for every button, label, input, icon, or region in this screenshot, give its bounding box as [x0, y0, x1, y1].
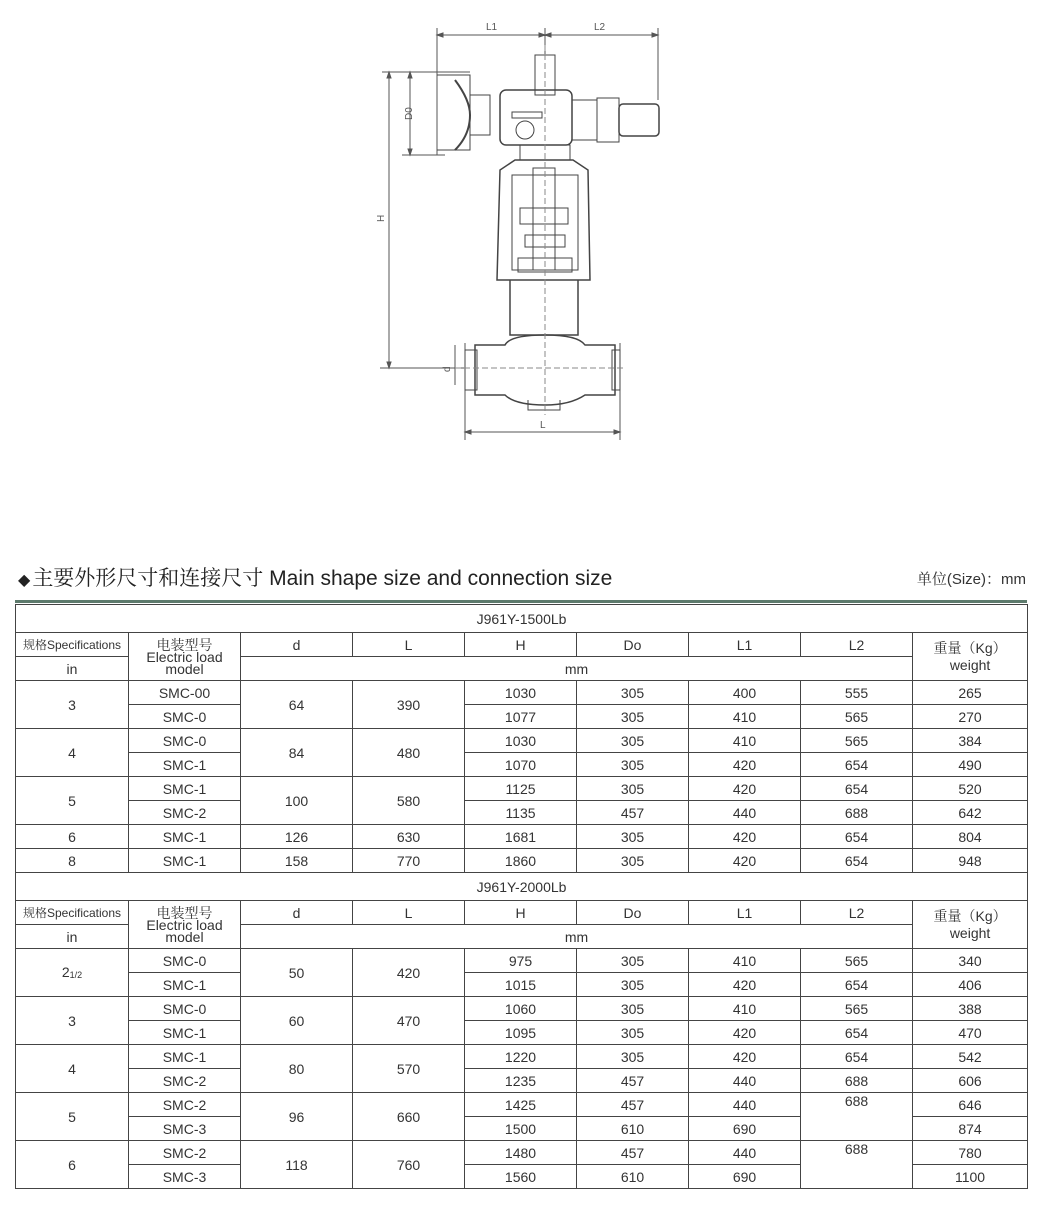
do-cell: 305	[577, 705, 689, 729]
d-cell: 84	[241, 729, 353, 777]
l1-cell: 690	[689, 1165, 801, 1189]
h-cell: 1235	[465, 1069, 577, 1093]
spec-cell	[16, 1141, 129, 1189]
spec-cell	[16, 729, 129, 777]
h-cell: 1560	[465, 1165, 577, 1189]
l2-cell: 555	[801, 681, 913, 705]
dim-l2-label: L2	[594, 22, 606, 33]
weight-cell: 406	[913, 973, 1028, 997]
model-series-title: J961Y-1500Lb	[16, 605, 1028, 633]
table-row	[16, 1069, 1028, 1093]
model-cell: SMC-1	[129, 973, 241, 997]
l1-cell: 400	[689, 681, 801, 705]
model-cell: SMC-2	[129, 1141, 241, 1165]
heading-rule	[15, 600, 1027, 603]
l1-cell: 440	[689, 1093, 801, 1117]
l1-cell: 690	[689, 1117, 801, 1141]
h-cell: 1125	[465, 777, 577, 801]
do-cell: 305	[577, 777, 689, 801]
model-cell: SMC-3	[129, 1165, 241, 1189]
h-cell: 1480	[465, 1141, 577, 1165]
model-cell: SMC-00	[129, 681, 241, 705]
do-cell: 457	[577, 1141, 689, 1165]
spec-cell	[16, 849, 129, 873]
l2-cell: 654	[801, 1045, 913, 1069]
spec-cell	[16, 825, 129, 849]
header-l2: L2	[801, 901, 913, 925]
model-series-title: J961Y-2000Lb	[16, 873, 1028, 901]
weight-cell: 646	[913, 1093, 1028, 1117]
valve-drawing	[360, 15, 680, 445]
table-row	[16, 949, 1028, 973]
header-model	[129, 633, 241, 681]
d-cell: 158	[241, 849, 353, 873]
header-l: L	[353, 901, 465, 925]
table-row	[16, 1021, 1028, 1045]
weight-cell: 606	[913, 1069, 1028, 1093]
l2-cell: 565	[801, 705, 913, 729]
weight-cell: 384	[913, 729, 1028, 753]
header-row	[16, 633, 1028, 657]
l2-cell: 688	[801, 1093, 913, 1141]
l-cell: 420	[353, 949, 465, 997]
table-row	[16, 705, 1028, 729]
table-row	[16, 1141, 1028, 1165]
header-l1: L1	[689, 901, 801, 925]
d-cell: 80	[241, 1045, 353, 1093]
header-model-line: 电装型号	[156, 904, 213, 921]
d-cell: 50	[241, 949, 353, 997]
model-cell: SMC-2	[129, 1093, 241, 1117]
l2-cell: 565	[801, 997, 913, 1021]
l2-cell: 565	[801, 729, 913, 753]
l1-cell: 420	[689, 1021, 801, 1045]
spec-value: 8	[68, 852, 76, 869]
d-cell: 100	[241, 777, 353, 825]
spec-cell	[16, 1093, 129, 1141]
model-cell: SMC-1	[129, 825, 241, 849]
h-cell: 1500	[465, 1117, 577, 1141]
do-cell: 457	[577, 801, 689, 825]
do-cell: 305	[577, 753, 689, 777]
weight-cell: 388	[913, 997, 1028, 1021]
table-row	[16, 681, 1028, 705]
header-do: Do	[577, 633, 689, 657]
l2-cell: 654	[801, 825, 913, 849]
d-cell: 126	[241, 825, 353, 849]
weight-cell: 780	[913, 1141, 1028, 1165]
spec-value: 3	[68, 1012, 76, 1029]
l1-cell: 420	[689, 825, 801, 849]
l-cell: 760	[353, 1141, 465, 1189]
dim-h-label: H	[376, 214, 387, 222]
spec-cell	[16, 777, 129, 825]
header-model-line: model	[165, 660, 204, 677]
h-cell: 1681	[465, 825, 577, 849]
table-row	[16, 729, 1028, 753]
model-cell: SMC-1	[129, 753, 241, 777]
spec-value: 6	[68, 828, 76, 845]
dim-l1-label: L1	[486, 22, 498, 33]
weight-cell: 804	[913, 825, 1028, 849]
header-model-line: Electric load	[146, 648, 223, 665]
header-row	[16, 901, 1028, 925]
do-cell: 305	[577, 825, 689, 849]
spec-value: 2	[61, 963, 70, 980]
header-weight	[913, 901, 1028, 949]
section-title-row	[16, 873, 1028, 901]
weight-cell: 948	[913, 849, 1028, 873]
do-cell: 305	[577, 949, 689, 973]
l1-cell: 420	[689, 1045, 801, 1069]
table-row	[16, 825, 1028, 849]
header-weight	[913, 633, 1028, 681]
spec-table	[15, 604, 1028, 1189]
do-cell: 305	[577, 973, 689, 997]
l2-cell: 688	[801, 1141, 913, 1189]
l-cell: 390	[353, 681, 465, 729]
header-weight-line: weight	[949, 924, 991, 941]
l1-cell: 420	[689, 973, 801, 997]
header-l: L	[353, 633, 465, 657]
l-cell: 770	[353, 849, 465, 873]
l1-cell: 420	[689, 777, 801, 801]
h-cell: 1015	[465, 973, 577, 997]
h-cell: 1070	[465, 753, 577, 777]
weight-cell: 874	[913, 1117, 1028, 1141]
weight-cell: 265	[913, 681, 1028, 705]
d-cell: 64	[241, 681, 353, 729]
h-cell: 1095	[465, 1021, 577, 1045]
model-cell: SMC-0	[129, 729, 241, 753]
do-cell: 305	[577, 1021, 689, 1045]
spec-cell	[16, 681, 129, 729]
model-cell: SMC-1	[129, 1045, 241, 1069]
h-cell: 975	[465, 949, 577, 973]
table-row	[16, 849, 1028, 873]
l1-cell: 440	[689, 801, 801, 825]
l2-cell: 654	[801, 753, 913, 777]
header-weight-line: weight	[949, 656, 991, 673]
spec-cell	[16, 997, 129, 1045]
header-spec: 规格Specifications	[16, 901, 129, 925]
l2-cell: 654	[801, 849, 913, 873]
header-in: in	[16, 925, 129, 949]
do-cell: 305	[577, 729, 689, 753]
do-cell: 610	[577, 1165, 689, 1189]
weight-cell: 340	[913, 949, 1028, 973]
h-cell: 1030	[465, 681, 577, 705]
section-title-row	[16, 605, 1028, 633]
header-model-line: 电装型号	[156, 636, 213, 653]
l1-cell: 410	[689, 949, 801, 973]
h-cell: 1030	[465, 729, 577, 753]
model-cell: SMC-2	[129, 1069, 241, 1093]
header-do: Do	[577, 901, 689, 925]
h-cell: 1135	[465, 801, 577, 825]
spec-value: 3	[68, 696, 76, 713]
l2-cell: 688	[801, 1069, 913, 1093]
l2-cell: 654	[801, 1021, 913, 1045]
header-in: in	[16, 657, 129, 681]
l2-cell: 565	[801, 949, 913, 973]
header-model-line: model	[165, 928, 204, 945]
header-weight-line: 重量（Kg）	[933, 907, 1007, 924]
header-spec: 规格Specifications	[16, 633, 129, 657]
header-d: d	[241, 633, 353, 657]
l-cell: 470	[353, 997, 465, 1045]
header-d: d	[241, 901, 353, 925]
spec-value: 5	[68, 1108, 76, 1125]
spec-cell	[16, 949, 129, 997]
table-row	[16, 753, 1028, 777]
l1-cell: 410	[689, 997, 801, 1021]
spec-fraction: 1/2	[69, 969, 83, 980]
header-mm: mm	[241, 657, 913, 681]
spec-value: 6	[68, 1156, 76, 1173]
header-mm: mm	[241, 925, 913, 949]
weight-cell: 1100	[913, 1165, 1028, 1189]
do-cell: 457	[577, 1069, 689, 1093]
h-cell: 1425	[465, 1093, 577, 1117]
do-cell: 305	[577, 997, 689, 1021]
l-cell: 630	[353, 825, 465, 849]
l2-cell: 688	[801, 801, 913, 825]
h-cell: 1860	[465, 849, 577, 873]
dim-l-label: L	[540, 420, 546, 431]
l2-cell: 654	[801, 973, 913, 997]
spec-value: 4	[68, 744, 76, 761]
model-cell: SMC-2	[129, 801, 241, 825]
weight-cell: 642	[913, 801, 1028, 825]
do-cell: 305	[577, 849, 689, 873]
header-weight-line: 重量（Kg）	[933, 639, 1007, 656]
do-cell: 305	[577, 1045, 689, 1069]
l-cell: 660	[353, 1093, 465, 1141]
l-cell: 580	[353, 777, 465, 825]
table-row	[16, 1045, 1028, 1069]
header-l2: L2	[801, 633, 913, 657]
header-l1: L1	[689, 633, 801, 657]
model-cell: SMC-1	[129, 1021, 241, 1045]
l1-cell: 410	[689, 705, 801, 729]
l1-cell: 420	[689, 753, 801, 777]
weight-cell: 542	[913, 1045, 1028, 1069]
l2-cell: 654	[801, 777, 913, 801]
spec-cell	[16, 1045, 129, 1093]
table-row	[16, 997, 1028, 1021]
model-cell: SMC-0	[129, 705, 241, 729]
section-title: 主要外形尺寸和连接尺寸 Main shape size and connection size	[32, 567, 613, 590]
header-h: H	[465, 633, 577, 657]
dim-d-label: d	[442, 366, 453, 372]
l1-cell: 440	[689, 1141, 801, 1165]
header-model-line: Electric load	[146, 916, 223, 933]
table-row	[16, 777, 1028, 801]
weight-cell: 470	[913, 1021, 1028, 1045]
dim-d0-label: D0	[404, 107, 415, 120]
do-cell: 457	[577, 1093, 689, 1117]
weight-cell: 490	[913, 753, 1028, 777]
model-cell: SMC-0	[129, 949, 241, 973]
header-h: H	[465, 901, 577, 925]
table-row	[16, 1093, 1028, 1117]
l-cell: 570	[353, 1045, 465, 1093]
do-cell: 305	[577, 681, 689, 705]
d-cell: 60	[241, 997, 353, 1045]
model-cell: SMC-1	[129, 849, 241, 873]
weight-cell: 520	[913, 777, 1028, 801]
l1-cell: 410	[689, 729, 801, 753]
h-cell: 1077	[465, 705, 577, 729]
l1-cell: 420	[689, 849, 801, 873]
weight-cell: 270	[913, 705, 1028, 729]
model-cell: SMC-0	[129, 997, 241, 1021]
l-cell: 480	[353, 729, 465, 777]
spec-value: 4	[68, 1060, 76, 1077]
section-heading	[18, 562, 612, 592]
table-row	[16, 973, 1028, 997]
d-cell: 96	[241, 1093, 353, 1141]
table-row	[16, 801, 1028, 825]
model-cell: SMC-1	[129, 777, 241, 801]
spec-value: 5	[68, 792, 76, 809]
do-cell: 610	[577, 1117, 689, 1141]
h-cell: 1220	[465, 1045, 577, 1069]
header-model	[129, 901, 241, 949]
d-cell: 118	[241, 1141, 353, 1189]
diamond-icon: ◆	[18, 572, 31, 589]
model-cell: SMC-3	[129, 1117, 241, 1141]
l1-cell: 440	[689, 1069, 801, 1093]
h-cell: 1060	[465, 997, 577, 1021]
unit-label: 单位(Size)：mm	[916, 571, 1026, 588]
